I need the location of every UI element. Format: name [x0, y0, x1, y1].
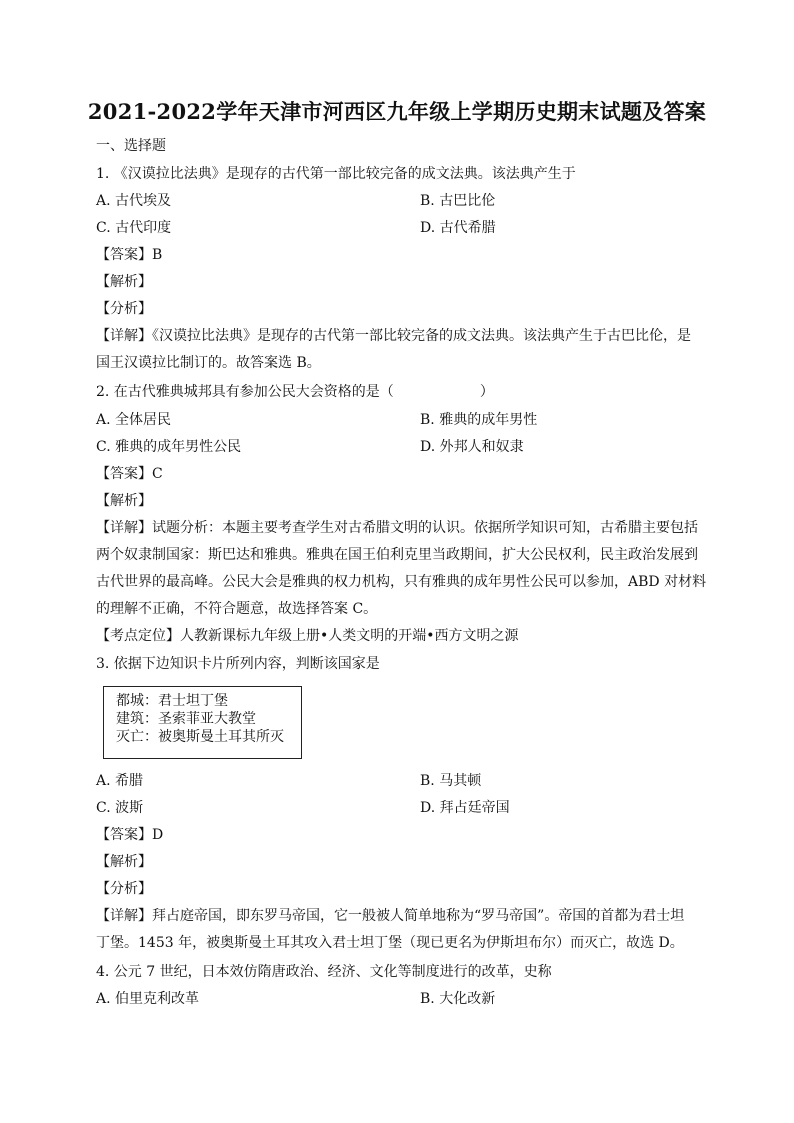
q1-option-d: D. 古代希腊 — [420, 220, 496, 236]
q3-answer: 【答案】D — [96, 827, 164, 843]
q3-detail-line1: 【详解】拜占庭帝国，即东罗马帝国，它一般被人简单地称为“罗马帝国”。帝国的首都为君士坦 — [96, 908, 685, 924]
q3-jiexi: 【解析】 — [96, 854, 152, 870]
card-fall: 灭亡：被奥斯曼土耳其所灭 — [116, 729, 284, 745]
q1-detail-line2: 国王汉谟拉比制订的。故答案选 B。 — [96, 355, 321, 371]
q3-option-d: D. 拜占廷帝国 — [420, 800, 510, 816]
q1-fenxi: 【分析】 — [96, 301, 152, 317]
q1-option-c: C. 古代印度 — [96, 220, 172, 236]
q2-detail-line1: 【详解】试题分析：本题主要考查学生对古希腊文明的认识。依据所学知识可知，古希腊主要包括 — [96, 520, 698, 536]
q1-detail-line1: 【详解】《汉谟拉比法典》是现存的古代第一部比较完备的成文法典。该法典产生于古巴比伦，是 — [96, 328, 691, 344]
q3-option-c: C. 波斯 — [96, 800, 144, 816]
q3-detail-line2: 丁堡。1453 年，被奥斯曼土耳其攻入君士坦丁堡（现已更名为伊斯坦布尔）而灭亡，故选 D。 — [96, 935, 684, 951]
q1-option-b: B. 古巴比伦 — [420, 193, 496, 209]
document-title: 2021-2022学年天津市河西区九年级上学期历史期末试题及答案 — [87, 99, 707, 124]
q2-stem-text: 2. 在古代雅典城邦具有参加公民大会资格的是（ — [96, 384, 394, 400]
q2-kaodian: 【考点定位】人教新课标九年级上册•人类文明的开端•西方文明之源 — [96, 628, 519, 644]
q2-stem — [96, 382, 706, 402]
q2-option-d: D. 外邦人和奴隶 — [420, 439, 524, 455]
q1-stem: 1. 《汉谟拉比法典》是现存的古代第一部比较完备的成文法典。该法典产生于 — [96, 166, 576, 182]
q2-stem-close: ） — [479, 384, 494, 400]
section-heading: 一、选择题 — [96, 138, 166, 154]
q2-detail-line3: 古代世界的最高峰。公民大会是雅典的权力机构，只有雅典的成年男性公民可以参加，ABD 对材料 — [96, 574, 707, 590]
q3-option-a: A. 希腊 — [96, 773, 144, 789]
q2-option-a: A. 全体居民 — [96, 412, 172, 428]
q3-option-b: B. 马其顿 — [420, 773, 482, 789]
q2-option-c: C. 雅典的成年男性公民 — [96, 439, 242, 455]
q3-fenxi: 【分析】 — [96, 881, 152, 897]
q2-answer: 【答案】C — [96, 466, 163, 482]
q3-stem: 3. 依据下边知识卡片所列内容，判断该国家是 — [96, 656, 380, 672]
q4-option-a: A. 伯里克利改革 — [96, 991, 200, 1007]
q2-option-b: B. 雅典的成年男性 — [420, 412, 538, 428]
card-architecture: 建筑：圣索菲亚大教堂 — [116, 711, 256, 727]
q2-jiexi: 【解析】 — [96, 493, 152, 509]
q2-detail-line4: 的理解不正确，不符合题意，故选择答案 C。 — [96, 601, 378, 617]
q2-detail-line2: 两个奴隶制国家：斯巴达和雅典。雅典在国王伯利克里当政期间，扩大公民权利，民主政治发展到 — [96, 547, 698, 563]
knowledge-card — [103, 686, 302, 759]
q1-option-a: A. 古代埃及 — [96, 193, 172, 209]
q1-answer: 【答案】B — [96, 247, 163, 263]
q1-jiexi: 【解析】 — [96, 274, 152, 290]
card-capital: 都城：君士坦丁堡 — [116, 693, 228, 709]
q4-option-b: B. 大化改新 — [420, 991, 496, 1007]
q4-stem: 4. 公元 7 世纪，日本效仿隋唐政治、经济、文化等制度进行的改革，史称 — [96, 964, 552, 980]
